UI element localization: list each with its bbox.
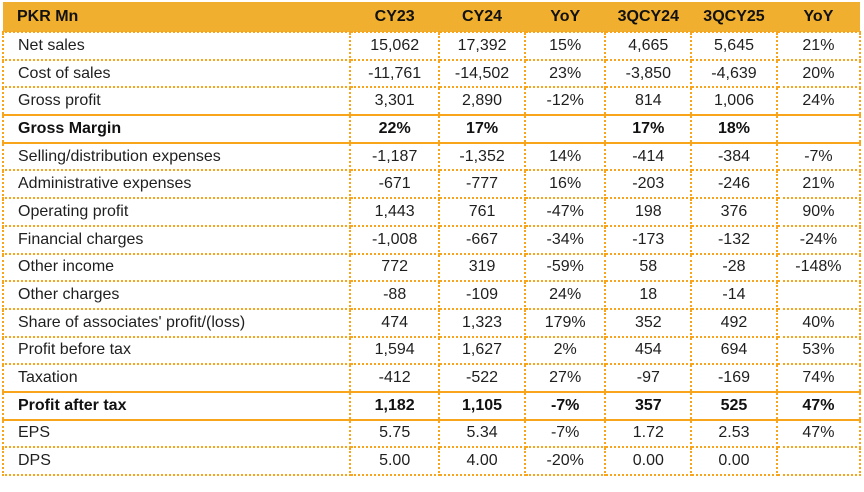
table-row (3, 60, 860, 88)
table-row (3, 32, 860, 60)
value-cell: 18% (691, 115, 777, 143)
value-cell: 772 (350, 254, 439, 282)
value-cell: 24% (777, 87, 860, 115)
value-cell: 179% (525, 309, 606, 337)
value-cell: -203 (605, 170, 691, 198)
value-cell (777, 115, 860, 143)
value-cell: -24% (777, 226, 860, 254)
value-cell: -34% (525, 226, 606, 254)
value-cell: 18 (605, 281, 691, 309)
value-cell: -7% (777, 143, 860, 171)
row-label-cell: Gross Margin (3, 115, 350, 143)
value-cell: -59% (525, 254, 606, 282)
value-cell: -671 (350, 170, 439, 198)
value-cell: -14 (691, 281, 777, 309)
value-cell: -20% (525, 447, 606, 475)
value-cell: 47% (777, 392, 860, 420)
value-cell: 21% (777, 170, 860, 198)
unit-label-header: PKR Mn (3, 2, 350, 32)
value-cell: 16% (525, 170, 606, 198)
table-row (3, 87, 860, 115)
column-header-yoy: YoY (777, 2, 860, 32)
row-label-cell: Taxation (3, 364, 350, 392)
column-header-cy24: CY24 (439, 2, 525, 32)
column-header-yoy: YoY (525, 2, 606, 32)
header-row (3, 2, 860, 32)
table-row (3, 198, 860, 226)
value-cell: 454 (605, 337, 691, 365)
value-cell: -1,352 (439, 143, 525, 171)
value-cell (777, 447, 860, 475)
value-cell: 2,890 (439, 87, 525, 115)
table-row (3, 364, 860, 392)
table-row (3, 281, 860, 309)
value-cell: 40% (777, 309, 860, 337)
value-cell: 525 (691, 392, 777, 420)
value-cell: -109 (439, 281, 525, 309)
row-label-cell: Selling/distribution expenses (3, 143, 350, 171)
value-cell: 53% (777, 337, 860, 365)
value-cell: -3,850 (605, 60, 691, 88)
value-cell: -12% (525, 87, 606, 115)
table-row (3, 254, 860, 282)
table-row (3, 392, 860, 420)
value-cell: 761 (439, 198, 525, 226)
row-label-cell: Other charges (3, 281, 350, 309)
value-cell: -4,639 (691, 60, 777, 88)
value-cell: 1,323 (439, 309, 525, 337)
value-cell: 17% (439, 115, 525, 143)
value-cell: -667 (439, 226, 525, 254)
value-cell: 22% (350, 115, 439, 143)
value-cell: -1,187 (350, 143, 439, 171)
value-cell: -173 (605, 226, 691, 254)
table-row (3, 143, 860, 171)
row-label-cell: Share of associates' profit/(loss) (3, 309, 350, 337)
value-cell: 357 (605, 392, 691, 420)
table-row (3, 170, 860, 198)
table-row (3, 337, 860, 365)
value-cell: 352 (605, 309, 691, 337)
value-cell: -414 (605, 143, 691, 171)
value-cell: 5.34 (439, 420, 525, 448)
value-cell: -97 (605, 364, 691, 392)
value-cell: -148% (777, 254, 860, 282)
row-label-cell: Gross profit (3, 87, 350, 115)
value-cell: 1,594 (350, 337, 439, 365)
table-row (3, 115, 860, 143)
row-label-cell: Cost of sales (3, 60, 350, 88)
row-label-cell: Administrative expenses (3, 170, 350, 198)
value-cell: 3,301 (350, 87, 439, 115)
table-row (3, 447, 860, 475)
value-cell: 474 (350, 309, 439, 337)
value-cell: -11,761 (350, 60, 439, 88)
value-cell: 2% (525, 337, 606, 365)
value-cell: 1.72 (605, 420, 691, 448)
value-cell: 20% (777, 60, 860, 88)
value-cell: 23% (525, 60, 606, 88)
row-label-cell: DPS (3, 447, 350, 475)
table-row (3, 309, 860, 337)
table-row (3, 226, 860, 254)
financials-table-container (2, 2, 861, 476)
value-cell: 17,392 (439, 32, 525, 60)
value-cell: 17% (605, 115, 691, 143)
value-cell (777, 281, 860, 309)
value-cell: 47% (777, 420, 860, 448)
value-cell: 1,105 (439, 392, 525, 420)
value-cell: -384 (691, 143, 777, 171)
value-cell: 1,006 (691, 87, 777, 115)
value-cell: -7% (525, 420, 606, 448)
value-cell: -169 (691, 364, 777, 392)
value-cell: -777 (439, 170, 525, 198)
value-cell: -88 (350, 281, 439, 309)
value-cell: 319 (439, 254, 525, 282)
value-cell: 14% (525, 143, 606, 171)
value-cell: 5,645 (691, 32, 777, 60)
column-header-cy23: CY23 (350, 2, 439, 32)
financials-table (2, 2, 861, 476)
value-cell: 814 (605, 87, 691, 115)
value-cell: 5.00 (350, 447, 439, 475)
value-cell: 0.00 (605, 447, 691, 475)
value-cell: -522 (439, 364, 525, 392)
value-cell: 74% (777, 364, 860, 392)
row-label-cell: Other income (3, 254, 350, 282)
row-label-cell: Operating profit (3, 198, 350, 226)
value-cell: 4.00 (439, 447, 525, 475)
value-cell: 21% (777, 32, 860, 60)
value-cell: -28 (691, 254, 777, 282)
value-cell: 15,062 (350, 32, 439, 60)
value-cell: -1,008 (350, 226, 439, 254)
table-row (3, 420, 860, 448)
value-cell: -246 (691, 170, 777, 198)
column-header-3qcy24: 3QCY24 (605, 2, 691, 32)
value-cell: 90% (777, 198, 860, 226)
value-cell: 376 (691, 198, 777, 226)
value-cell: 198 (605, 198, 691, 226)
value-cell: 1,627 (439, 337, 525, 365)
value-cell: 0.00 (691, 447, 777, 475)
value-cell: 1,182 (350, 392, 439, 420)
value-cell: -132 (691, 226, 777, 254)
row-label-cell: Profit after tax (3, 392, 350, 420)
row-label-cell: EPS (3, 420, 350, 448)
value-cell: 694 (691, 337, 777, 365)
value-cell: -14,502 (439, 60, 525, 88)
value-cell: 58 (605, 254, 691, 282)
value-cell: 2.53 (691, 420, 777, 448)
value-cell: 492 (691, 309, 777, 337)
row-label-cell: Net sales (3, 32, 350, 60)
value-cell: 27% (525, 364, 606, 392)
value-cell: -412 (350, 364, 439, 392)
row-label-cell: Profit before tax (3, 337, 350, 365)
column-header-3qcy25: 3QCY25 (691, 2, 777, 32)
value-cell: -7% (525, 392, 606, 420)
value-cell: -47% (525, 198, 606, 226)
value-cell: 15% (525, 32, 606, 60)
row-label-cell: Financial charges (3, 226, 350, 254)
value-cell (525, 115, 606, 143)
value-cell: 1,443 (350, 198, 439, 226)
value-cell: 4,665 (605, 32, 691, 60)
value-cell: 5.75 (350, 420, 439, 448)
value-cell: 24% (525, 281, 606, 309)
